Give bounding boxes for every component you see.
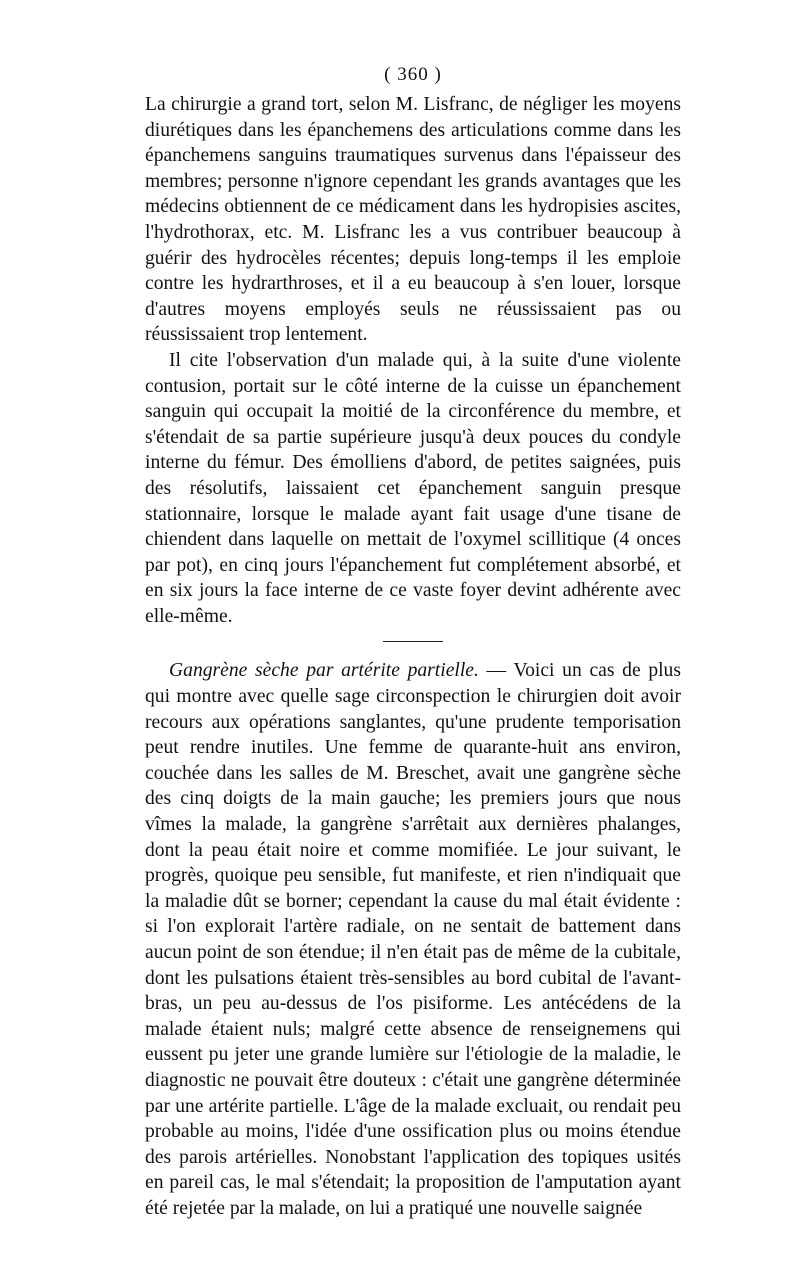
section-body: Voici un cas de plus qui montre avec quelle sage circonspection le chirurgien doit avoir recours aux opérations sanglantes, qu'une prudente temporisation peut rendre inutiles. Une femme de quarante-huit ans environ, couchée dans les salles de M. Breschet, avait une gangrène sèche des cinq doigts de la main gauche; les premiers jours que nous vîmes la malade, la gangrène s'arrêtait aux dernières phalanges, dont la peau était noire et comme momifiée. Le jour suivant, le progrès, quoique peu sensible, fut manifeste, et rien n'indiquait que la maladie dût se borner; cependant la cause du mal était évidente : si l'on explorait l'artère radiale, on ne sentait de battement dans aucun point de son étendue; il n'en était pas de même de la cubitale, dont les pulsations étaient très-sensibles au bord cubital de l'avant-bras, un peu au-dessus de l'os pisiforme. Les antécédens de la malade étaient nuls; malgré cette absence de renseignemens qui eussent pu jeter une grande lumière sur l'étiologie de la maladie, le diagnostic ne pouvait être douteux : c'était une gangrène déterminée par une artérite partielle. L'âge de la malade excluait, ou rendait peu probable au moins, l'idée d'une ossification plus ou moins étendue des parois artérielles. Nonobstant l'application des topiques usités en pareil cas, le mal s'étendait; la proposition de l'amputation ayant été rejetée par la malade, on lui a pratiqué une nouvelle saignée	[145, 660, 681, 1219]
paragraph-observation: Il cite l'observation d'un malade qui, à la suite d'une violente contusion, portait sur le côté interne de la cuisse un épanchement sanguin qui occupait la moitié de la circonférence du membre, et s'étendait de sa partie supérieure jusqu'à deux pouces du condyle interne du fémur. Des émolliens d'abord, de petites saignées, puis des résolutifs, laissaient cet épanchement sanguin presque stationnaire, lorsque le malade ayant fait usage d'une tisane de chiendent dans laquelle on mettait de l'oxymel scillitique (4 onces par pot), en cinq jours l'épanchement fut complétement absorbé, et en six jours la face interne de ce vaste foyer devint adhérente avec elle-même.	[145, 349, 681, 627]
paragraph-diuretics: La chirurgie a grand tort, selon M. Lisfranc, de négliger les moyens diurétiques dans les épanchemens des articulations comme dans les épanchemens sanguins traumatiques survenus dans l'épaisseur des membres; personne n'ignore cependant les grands avantages que les médecins obtiennent de ce médicament dans les hydropisies ascites, l'hydrothorax, etc. M. Lisfranc les a vus contribuer beaucoup à guérir des hydrocèles récentes; depuis long-temps il les emploie contre les hydrarthroses, et il a eu beaucoup à s'en louer, lorsque d'autres moyens employés seuls ne réussissaient pas ou réussissaient trop lentement.	[145, 94, 681, 346]
section-heading: Gangrène sèche par artérite partielle.	[169, 660, 479, 682]
paragraph-gangrene	[145, 658, 681, 1221]
book-page	[145, 62, 681, 1222]
page-number: ( 360 )	[384, 64, 442, 85]
section-divider	[383, 641, 443, 642]
heading-dash: —	[478, 660, 514, 682]
